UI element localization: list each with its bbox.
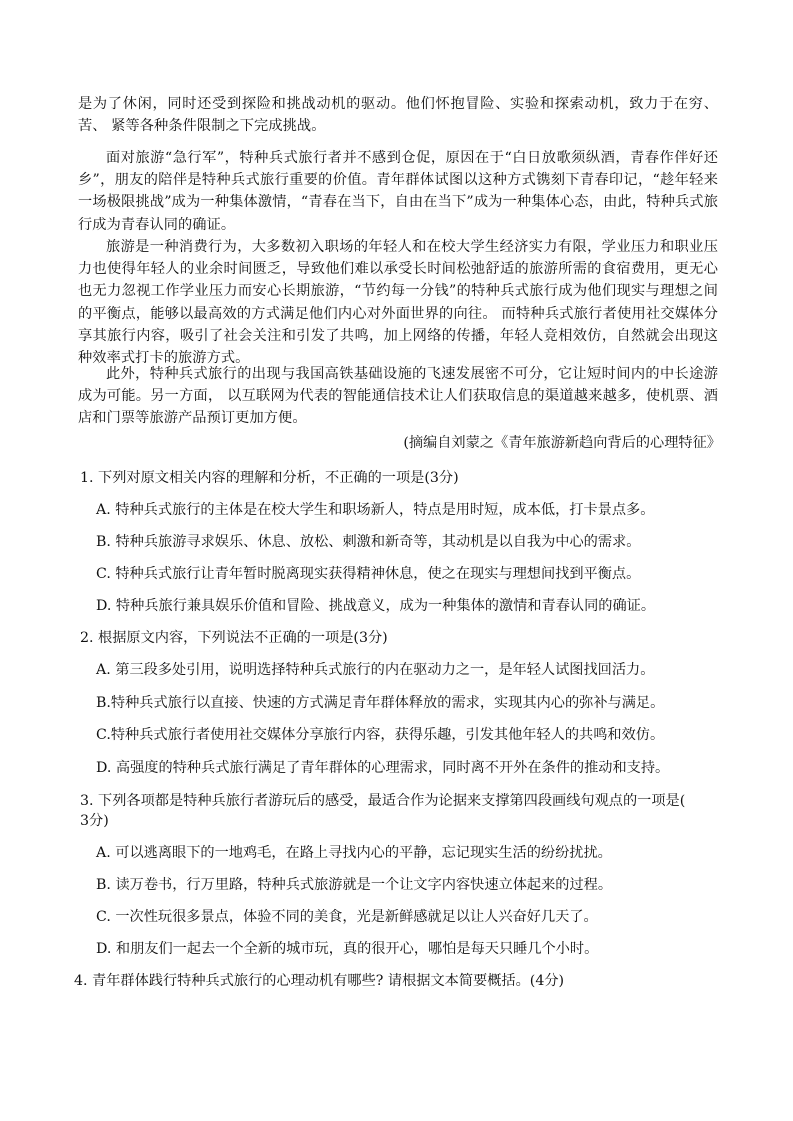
passage-paragraph-3: 旅游是一种消费行为，大多数初入职场的年轻人和在校大学生经济实力有限，学业压力和职业压力也使得年轻人的业余时间匮乏，导致他们难以承受长时间松弛舒适的旅游所需的食宿费用，更无心也无力忽视工作学业压力而安心长期旅游，“节约每一分钱”的特种兵式旅行成为他们现实与理想之间的平衡点，能够以最高效的方式满足他们内心对外面世界的向往。 而特种兵式旅行者使用社交媒体分享其旅行内容，吸引了社会关注和引发了共鸣，加上网络的传播，年轻人竞相效仿，自然就会出现这种效率式打卡的旅游方式。 <box>78 239 718 367</box>
question-4-stem: 4. 青年群体践行特种兵式旅行的心理动机有哪些? 请根据文本简要概括。(4分) <box>74 973 565 989</box>
question-2-option-c: C.特种兵式旅行者使用社交媒体分享旅行内容，获得乐趣，引发其他年轻人的共鸣和效仿。 <box>96 727 665 743</box>
question-1-option-d: D. 特种兵旅行兼具娱乐价值和冒险、挑战意义，成为一种集体的激情和青春认同的确证。 <box>96 598 656 614</box>
passage-source: (摘编自刘蒙之《青年旅游新趋向背后的心理特征》 <box>403 435 721 451</box>
question-3-option-c: C. 一次性玩很多景点，体验不同的美食，光是新鲜感就足以让人兴奋好几天了。 <box>96 909 598 925</box>
question-3-option-b: B. 读万卷书，行万里路，特种兵式旅游就是一个让文字内容快速立体起来的过程。 <box>96 877 613 893</box>
question-3-stem-line-2: 3分) <box>80 813 109 829</box>
question-3-option-d: D. 和朋友们一起去一个全新的城市玩，真的很开心，哪怕是每天只睡几个小时。 <box>96 941 599 957</box>
passage-paragraph-1: 是为了休闲，同时还受到探险和挑战动机的驱动。他们怀抱冒险、实验和探索动机，致力于在穷、苦、 紧等各种条件限制之下完成挑战。 <box>78 96 718 135</box>
question-2-option-b: B.特种兵式旅行以直接、快速的方式满足青年群体释放的需求，实现其内心的弥补与满足。 <box>96 695 665 711</box>
passage-paragraph-4: 此外，特种兵式旅行的出现与我国高铁基础设施的飞速发展密不可分，它让短时间内的中长途游成为可能。另一方面， 以互联网为代表的智能通信技术让人们获取信息的渠道越来越多，使机票、酒店和门票等旅游产品预订更加方便。 <box>78 366 718 427</box>
question-3-option-a: A. 可以逃离眼下的一地鸡毛，在路上寻找内心的平静，忘记现实生活的纷纷扰扰。 <box>96 845 612 861</box>
question-2-option-d: D. 高强度的特种兵式旅行满足了青年群体的心理需求，同时离不开外在条件的推动和支持。 <box>96 760 670 776</box>
question-1-stem: 1. 下列对原文相关内容的理解和分析，不正确的一项是(3分) <box>80 470 459 486</box>
question-1-option-c: C. 特种兵式旅行让青年暂时脱离现实获得精神休息，使之在现实与理想间找到平衡点。 <box>96 566 641 582</box>
question-3-stem-line-1: 3. 下列各项都是特种兵旅行者游玩后的感受，最适合作为论据来支撑第四段画线句观点的一项是( <box>80 793 686 809</box>
question-1-option-a: A. 特种兵式旅行的主体是在校大学生和职场新人，特点是用时短，成本低，打卡景点多。 <box>96 502 655 518</box>
question-2-stem: 2. 根据原文内容，下列说法不正确的一项是(3分) <box>80 630 388 646</box>
question-2-option-a: A. 第三段多处引用，说明选择特种兵式旅行的内在驱动力之一，是年轻人试图找回活力。 <box>96 662 655 678</box>
passage-paragraph-2: 面对旅游“急行军”，特种兵式旅行者并不感到仓促，原因在于“白日放歌须纵酒，青春作伴好还乡”，朋友的陪伴是特种兵式旅行重要的价值。青年群体试图以这种方式镌刻下青春印记，“趁年轻来一场极限挑战”成为一种集体激情，“青春在当下，自由在当下”成为一种集体心态，由此，特种兵式旅行成为青春认同的确证。 <box>78 150 718 233</box>
question-1-option-b: B. 特种兵旅游寻求娱乐、休息、放松、刺激和新奇等，其动机是以自我为中心的需求。 <box>96 534 641 550</box>
